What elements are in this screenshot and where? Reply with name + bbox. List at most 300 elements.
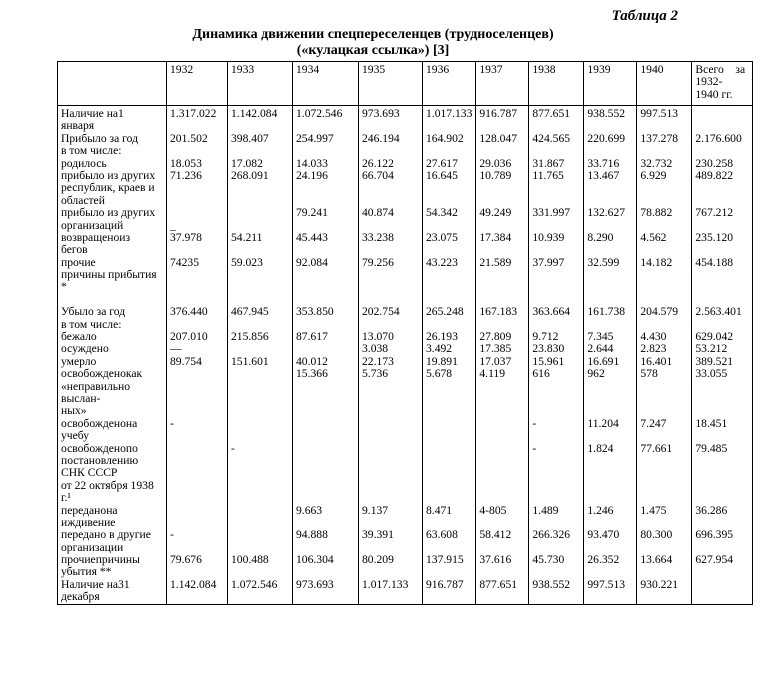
table-cell-value [362,182,419,194]
table-cell-value: 962 [587,367,605,381]
row-label-part: передано [61,503,107,517]
row-label-part: на [106,503,118,517]
table-cell-value [362,244,419,256]
table-cell-value: 616 [532,367,550,381]
table-cell-value [479,145,525,157]
table-cell-value [479,120,525,132]
table-cell-value [231,529,289,541]
table-cell-value [587,281,633,293]
table-cell-value: 398.407 [231,131,269,145]
table-cell-value: 79.256 [362,255,394,269]
table-cell-value: 11.765 [532,168,564,182]
table-cell-value: 33.238 [362,230,394,244]
table-cell-value [695,182,749,194]
table-cell-value [231,281,289,293]
table-cell-value [231,368,289,380]
table-cell-value: 10.939 [532,230,565,244]
row-label-part: освобождено [61,441,126,455]
table-cell-value: 137.278 [640,131,679,145]
table-cell-value [231,467,289,479]
table-cell-value [426,393,472,405]
table-cell-value [231,566,289,578]
table-cell-value: 230.258 [695,156,734,170]
table-cell-value: 53.212 [695,342,728,356]
table-cell-value [296,492,355,504]
table-cell-value: 8.290 [587,230,614,244]
table-cell-value [170,492,224,504]
table-cell-value [587,244,633,256]
table-cell-value [296,281,355,293]
header-total [692,62,753,106]
data-column-1934 [293,106,359,605]
row-label-line: выслан- [61,391,101,405]
table-cell-value: 930.221 [640,577,679,591]
table-cell-value [170,430,224,442]
table-cell-value: 18.053 [170,156,202,170]
table-cell-value [695,381,749,393]
table-cell-value: 79.485 [695,441,728,455]
row-label-part: как [125,367,143,381]
table-cell-value: 17.384 [479,230,512,244]
header-year-1937: 1937 [476,62,529,106]
table-cell-value [587,455,633,467]
table-cell-value: 973.693 [296,577,334,591]
table-cell-value [231,269,289,281]
table-cell-value: 128.047 [479,131,518,145]
table-cell-value [695,281,749,293]
table-cell-value [695,108,749,120]
table-cell-value: 45.730 [532,553,565,567]
data-column-1935 [359,106,423,605]
table-cell-value [296,443,355,455]
table-cell-value: 63.608 [426,528,458,542]
table-cell-value [296,244,355,256]
table-cell-value [640,281,688,293]
data-column-1932 [167,106,228,605]
row-label-line: организаций [61,218,124,232]
table-cell-value [362,418,419,430]
table-cell-value [362,381,419,393]
table-cell-value [231,207,289,219]
table-cell-value: — [170,342,182,356]
table-cell-value [426,430,472,442]
table-cell-value [362,405,419,417]
table-cell-value: 59.023 [231,255,263,269]
table-cell-value [296,566,355,578]
table-cell-value [362,443,419,455]
table-cell-value: 37.978 [170,230,202,244]
table-cell-value: 1.072.546 [231,577,278,591]
table-cell-value [362,430,419,442]
table-cell-value: 106.304 [296,553,334,567]
table-cell-value: 997.513 [587,577,626,591]
table-cell-value [695,244,749,256]
table-cell-value [426,120,472,132]
table-cell-value: 220.699 [587,131,626,145]
table-cell-value [587,492,633,504]
table-cell-value: 49.249 [479,206,512,220]
table-cell-value [479,480,525,492]
table-cell-value: 32.599 [587,255,620,269]
table-cell-value: 13.070 [362,330,394,344]
row-labels-column [58,106,167,605]
table-cell-value: 353.850 [296,305,334,319]
table-cell-value [587,566,633,578]
table-cell-value [587,120,633,132]
table-cell-value: 489.822 [695,168,734,182]
table-cell-value [170,207,224,219]
table-cell-value [362,120,419,132]
table-cell-value [532,492,580,504]
table-cell-value [532,455,580,467]
table-cell-value: 39.391 [362,528,394,542]
table-cell-value: 8.471 [426,503,453,517]
table-title-line-1: Динамика движении спецпереселенцев (трудноселенцев) [192,27,554,42]
table-cell-value: 973.693 [362,107,400,120]
table-cell-value [640,269,688,281]
table-cell-value [362,145,419,157]
table-cell-value [296,269,355,281]
table-cell-value: 201.502 [170,131,208,145]
table-cell-value: 235.120 [695,230,734,244]
table-cell-value: 1.317.022 [170,107,217,120]
table-cell-value: 58.412 [479,528,512,542]
table-cell-value [170,591,224,603]
table-cell-value [231,244,289,256]
table-cell-value: 37.616 [479,553,512,567]
table-cell-value [426,418,472,430]
table-cell-value [479,405,525,417]
table-cell-value [170,455,224,467]
row-label-part: прочие [61,553,96,567]
table-cell-value: 1.489 [532,503,559,517]
row-label-part: Наличие на [61,107,119,120]
table-cell-value: 45.443 [296,230,328,244]
table-cell-value: 424.565 [532,131,571,145]
table-cell-value [479,381,525,393]
table-cell-value [231,405,289,417]
table-cell-value [640,244,688,256]
table-cell-value [532,480,580,492]
table-cell-value: 627.954 [695,553,734,567]
row-label-line: Прибыло за год [61,131,138,145]
table-cell-value: 17.037 [479,354,512,368]
table-cell-value [640,145,688,157]
table-cell-value [640,591,688,603]
table-cell-value: 24.196 [296,168,328,182]
table-cell-value [695,455,749,467]
table-cell-value: 6.929 [640,168,667,182]
table-cell-value [170,480,224,492]
table-cell-value: 40.874 [362,206,394,220]
table-cell-value: 877.651 [479,577,518,591]
table-cell-value: 363.664 [532,305,571,319]
table-cell-value: 268.091 [231,168,269,182]
table-cell-value [362,269,419,281]
row-label-line: учебу [61,429,90,443]
table-cell-value [587,591,633,603]
table-cell-value [532,281,580,293]
table-cell-value: 93.470 [587,528,620,542]
table-cell-value [296,182,355,194]
table-cell-value [532,381,580,393]
row-label-part: освобождено [61,416,126,430]
table-cell-value [231,505,289,517]
population-dynamics-table [57,61,753,605]
data-column-1933 [228,106,293,605]
table-cell-value [479,591,525,603]
table-cell-value [231,492,289,504]
table-cell-value: _ [170,218,176,232]
table-cell-value [640,405,688,417]
row-label-line: прибыло из других [61,206,156,220]
table-cell-value [695,430,749,442]
table-cell-value [587,467,633,479]
table-cell-value: - [231,441,235,455]
table-cell-value: 1.142.084 [231,107,278,120]
table-cell-value [296,393,355,405]
table-cell-value [296,418,355,430]
row-label-line: ных» [61,404,87,418]
table-cell-value [170,120,224,132]
table-cell-value [479,455,525,467]
table-cell-value: 27.617 [426,156,458,170]
table-cell-value: 204.579 [640,305,679,319]
row-label-line: организации [61,540,124,554]
table-cell-value [170,405,224,417]
table-cell-value [426,566,472,578]
header-year-1932: 1932 [167,62,228,106]
table-cell-value [532,393,580,405]
header-total-line-2: 1932- [695,75,723,89]
table-cell-value [479,281,525,293]
table-cell-value: 32.732 [640,156,673,170]
table-cell-value [532,405,580,417]
table-cell-value [170,393,224,405]
table-cell-value: 202.754 [362,305,400,319]
table-cell-value: - [170,528,174,542]
table-cell-value: 36.286 [695,503,728,517]
table-cell-value [640,430,688,442]
header-total-line-1: Всего за [695,63,746,76]
body-row [58,106,753,605]
table-cell-value: 4.119 [479,367,506,381]
table-cell-value: 14.182 [640,255,673,269]
row-label-line: декабря [61,590,100,604]
row-label-line: * [61,280,67,294]
table-cell-value [479,492,525,504]
row-label-line: республик, краев и [61,181,155,195]
header-year-1939: 1939 [584,62,637,106]
table-cell-value [426,492,472,504]
row-label-part: причины [95,553,140,567]
table-cell-value [231,120,289,132]
table-cell-value: 79.676 [170,553,202,567]
header-row [58,62,753,106]
table-cell-value [695,405,749,417]
header-empty-cell [58,62,167,106]
table-cell-value: 13.664 [640,553,673,567]
table-cell-value [362,467,419,479]
table-cell-value: 18.451 [695,416,728,430]
table-cell-value: 454.188 [695,255,734,269]
table-cell-value [170,269,224,281]
table-cell-value [170,195,224,207]
table-cell-value: 89.754 [170,354,202,368]
header-year-1940: 1940 [637,62,692,106]
table-cell-value: 2.823 [640,342,667,356]
table-cell-value: 877.651 [532,107,571,120]
table-cell-value: 164.902 [426,131,464,145]
row-label-line: осуждено [61,342,109,356]
header-total-line-3: 1940 гг. [695,87,733,101]
table-cell-value [296,120,355,132]
table-cell-value: 1.824 [587,441,614,455]
table-cell-value: 17.385 [479,342,512,356]
table-cell-value [231,430,289,442]
row-label-line: г.¹ [61,491,71,505]
table-cell-value: 19.891 [426,354,458,368]
table-cell-value: 266.326 [532,528,571,542]
table-cell-value: 578 [640,367,658,381]
header-year-1934: 1934 [293,62,359,106]
table-cell-value: 87.617 [296,330,328,344]
table-cell-value [170,145,224,157]
table-cell-value [532,120,580,132]
table-cell-value: 5.678 [426,367,453,381]
table-cell-value [426,145,472,157]
table-cell-value: 31.867 [532,156,565,170]
table-cell-value [296,467,355,479]
table-cell-value: - [170,416,174,430]
table-cell-value [587,393,633,405]
table-cell-value: 13.467 [587,168,620,182]
table-cell-value [695,480,749,492]
table-cell-value: 71.236 [170,168,202,182]
table-cell-value: 40.012 [296,354,328,368]
row-label-line: причины прибытия [61,268,157,282]
table-cell-value [479,393,525,405]
table-cell-value [362,393,419,405]
table-cell-value: 80.300 [640,528,673,542]
table-cell-value [479,566,525,578]
table-cell-value: 254.997 [296,131,334,145]
table-cell-value: 21.589 [479,255,512,269]
row-label-line: иждивение [61,515,116,529]
data-column-total [692,106,753,605]
table-cell-value [640,467,688,479]
table-cell-value: 29.036 [479,156,512,170]
table-cell-value: 4-805 [479,503,507,517]
table-cell-value [695,492,749,504]
table-cell-value [426,591,472,603]
table-cell-value [231,145,289,157]
table-cell-value [426,381,472,393]
table-cell-value: 4.562 [640,230,667,244]
data-column-1938 [529,106,584,605]
table-cell-value: 467.945 [231,305,269,319]
row-label-part: из [119,230,131,244]
table-cell-value [362,281,419,293]
table-cell-value [640,120,688,132]
table-cell-value: 92.084 [296,255,328,269]
table-cell-value [532,430,580,442]
table-cell-value [296,381,355,393]
row-label-line: бегов [61,243,88,257]
row-label-line [61,368,163,380]
table-cell-value [231,182,289,194]
table-cell-value [231,195,289,207]
table-cell-value [479,467,525,479]
table-cell-value [231,343,289,355]
table-cell-value: 1.142.084 [170,577,217,591]
table-cell-value [296,591,355,603]
table-cell-value: 161.738 [587,305,626,319]
table-cell-value: 331.997 [532,206,571,220]
table-cell-value [170,467,224,479]
table-cell-value [170,566,224,578]
table-cell-value [640,566,688,578]
table-cell-value: 696.395 [695,528,734,542]
table-cell-value [231,591,289,603]
table-cell-value [170,443,224,455]
table-cell-value: 767.212 [695,206,734,220]
table-cell-value: 26.193 [426,330,458,344]
table-cell-value [532,244,580,256]
table-cell-value [532,182,580,194]
table-cell-value: 938.552 [532,577,571,591]
row-label-line: постановлению [61,453,139,467]
table-cell-value [532,591,580,603]
table-cell-value [362,492,419,504]
table-cell-value [640,455,688,467]
table-cell-value: 15.961 [532,354,565,368]
table-cell-value: 78.882 [640,206,673,220]
table-cell-value: 33.716 [587,156,620,170]
table-cell-value [362,591,419,603]
table-cell-value [231,418,289,430]
table-cell-value [296,343,355,355]
table-cell-value: 9.137 [362,503,389,517]
data-column-1936 [423,106,476,605]
table-cell-value [231,455,289,467]
table-cell-value: 26.122 [362,156,394,170]
table-cell-value: 43.223 [426,255,458,269]
table-cell-value: 10.789 [479,168,512,182]
row-label-line: Убыло за год [61,305,126,319]
table-cell-value [532,566,580,578]
table-cell-value [426,443,472,455]
table-cell-value: 26.352 [587,553,620,567]
row-label-part: освобождено [61,367,126,381]
table-cell-value [426,269,472,281]
table-cell-value: 80.209 [362,553,394,567]
row-label-part: на [125,416,138,430]
table-cell-value: 916.787 [479,107,518,120]
table-cell-value: 132.627 [587,206,626,220]
row-label-part: возвращено [61,230,120,244]
table-cell-value: 5.736 [362,367,389,381]
table-cell-value: 77.661 [640,441,673,455]
table-cell-value [170,381,224,393]
table-cell-value [170,281,224,293]
table-cell-value [695,393,749,405]
table-cell-value: 100.488 [231,553,269,567]
table-cell-value [426,480,472,492]
table-cell-value: 11.204 [587,416,619,430]
table-cell-value: 1.475 [640,503,667,517]
row-label-line: убытия ** [61,565,112,579]
